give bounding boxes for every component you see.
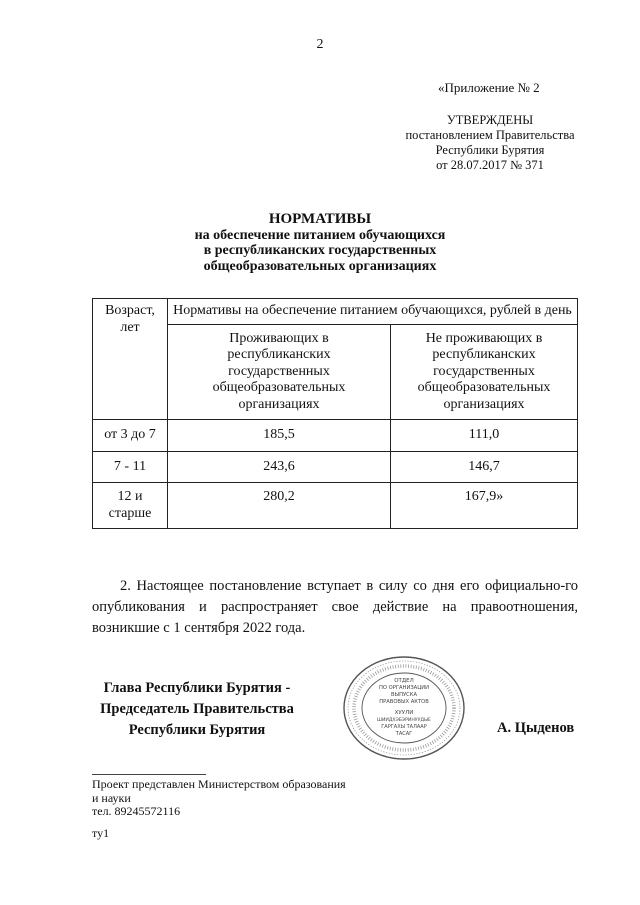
approval-line: от 28.07.2017 № 371	[436, 158, 544, 172]
signer-title	[90, 678, 304, 741]
seal-text: ГАРГАХЫ ТАЛААР	[381, 724, 427, 730]
header-residents: Проживающих в республиканских государственных общеобразовательных организациях	[168, 324, 391, 420]
cell-nonresidents: 167,9»	[391, 483, 578, 529]
paragraph-text: 2. Настоящее постановление вступает в силу со дня его официально-го опубликования и распространяет свое действие на правоотношения, возникшие с 1 сентября 2022 года.	[92, 578, 578, 636]
approval-line: Республики Бурятия	[435, 143, 545, 157]
cell-residents: 185,5	[168, 420, 391, 452]
table-row	[93, 483, 578, 529]
title-line: общеобразовательных организациях	[203, 258, 437, 274]
signer-name: А. Цыденов	[497, 720, 575, 736]
signer-line: Председатель Правительства	[100, 701, 294, 717]
approval-line: УТВЕРЖДЕНЫ	[446, 113, 534, 127]
title-line: на обеспечение питанием обучающихся	[194, 227, 446, 243]
appendix-label: «Приложение № 2	[438, 80, 540, 95]
seal-text: ОТДЕЛ	[394, 678, 414, 684]
cell-age: 7 - 11	[93, 451, 168, 483]
header-age: Возраст, лет	[93, 299, 168, 420]
seal-text: ПО ОРГАНИЗАЦИИ	[378, 685, 430, 691]
signer-line: Глава Республики Бурятия -	[103, 680, 291, 696]
seal-text: ШИИДХЭБЭРИНУУДЫЕ	[377, 718, 431, 723]
signer-line: Республики Бурятия	[128, 722, 266, 738]
table-header-row	[93, 299, 578, 325]
header-group: Нормативы на обеспечение питанием обучающихся, рублей в день	[168, 299, 578, 325]
footer-note	[92, 778, 392, 819]
title-heading: НОРМАТИВЫ	[268, 211, 372, 227]
effective-date-paragraph	[92, 576, 578, 639]
page-number: 2	[316, 37, 324, 52]
cell-nonresidents: 146,7	[391, 451, 578, 483]
seal-text: ПРАВОВЫХ АКТОВ	[379, 699, 429, 705]
approval-line: постановлением Правительства	[405, 128, 575, 142]
approval-block	[390, 113, 590, 173]
cell-residents: 280,2	[168, 483, 391, 529]
norms-table	[92, 298, 578, 529]
footer-divider	[92, 774, 206, 775]
official-seal	[340, 653, 468, 763]
seal-text: ТАСАГ	[395, 731, 413, 737]
table-row	[93, 451, 578, 483]
cell-age: от 3 до 7	[93, 420, 168, 452]
cell-age: 12 и старше	[93, 483, 168, 529]
footer-line: тел. 89245572116	[92, 804, 181, 818]
header-nonresidents: Не проживающих в республиканских государственных общеобразовательных организациях	[391, 324, 578, 420]
table-row	[93, 420, 578, 452]
cell-nonresidents: 111,0	[391, 420, 578, 452]
document-title	[0, 212, 640, 274]
title-line: в республиканских государственных	[203, 243, 437, 258]
cell-residents: 243,6	[168, 451, 391, 483]
author-initials: ту1	[92, 826, 110, 840]
footer-line: и науки	[92, 790, 131, 805]
seal-text: ВЫПУСКА	[390, 692, 418, 698]
seal-text: ХУУЛИ	[394, 710, 414, 716]
footer-line: Проект представлен Министерством образования	[92, 777, 346, 791]
